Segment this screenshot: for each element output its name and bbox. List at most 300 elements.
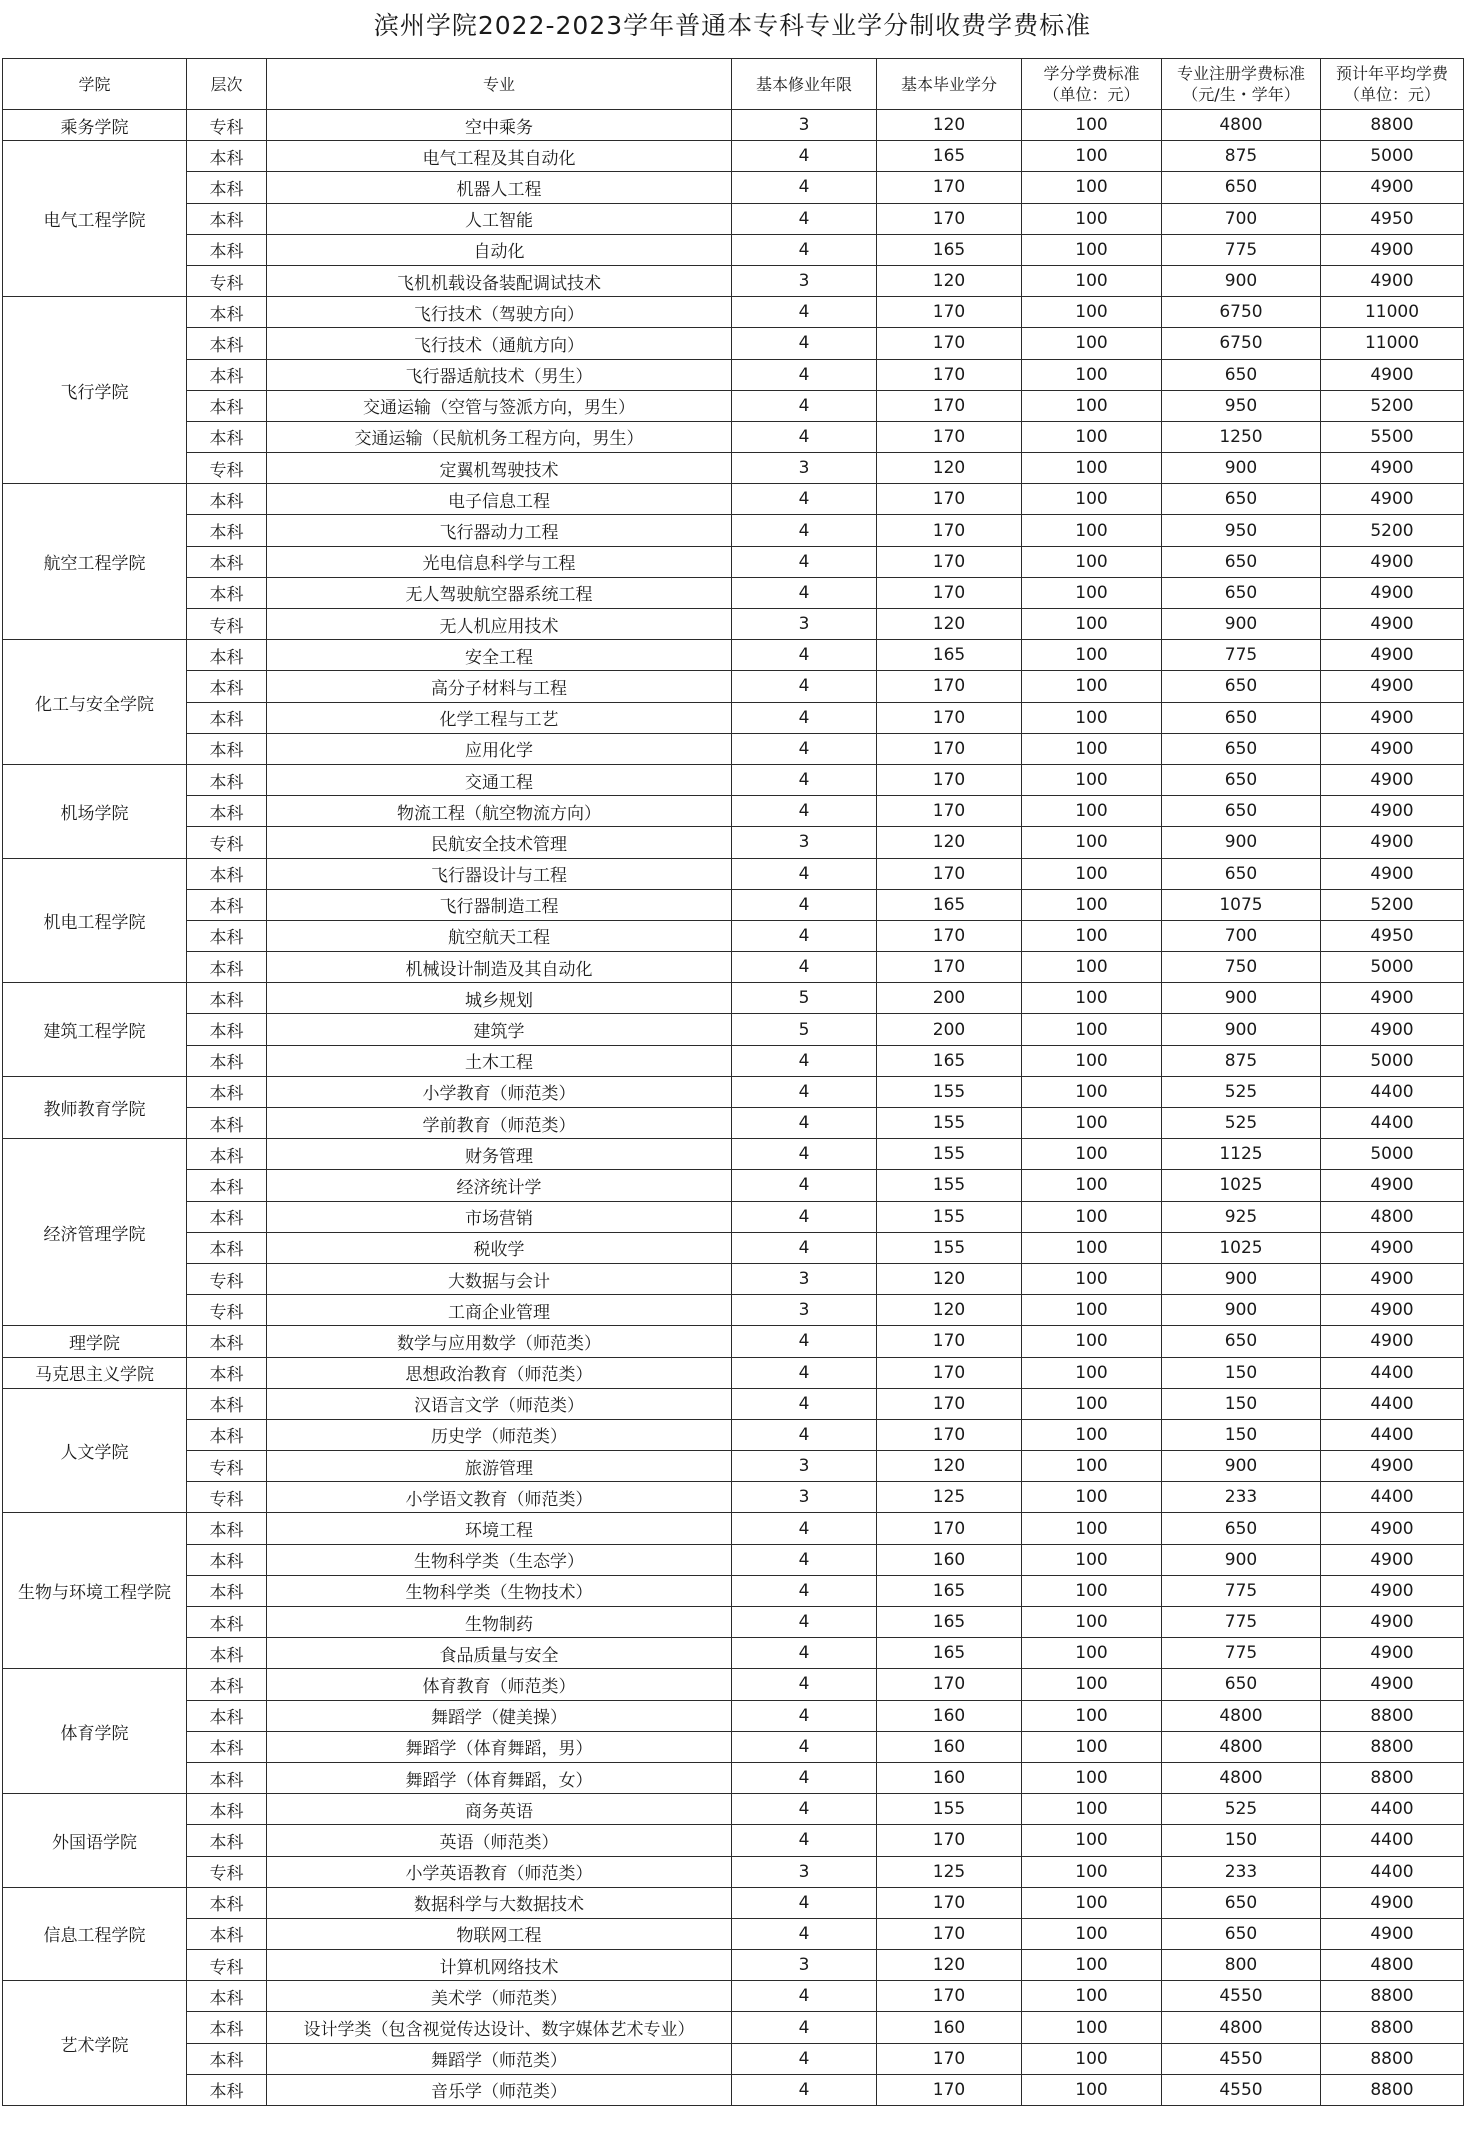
reg-fee-cell: 650 bbox=[1162, 764, 1321, 795]
avg-fee-cell: 4900 bbox=[1321, 484, 1464, 515]
years-cell: 4 bbox=[732, 484, 877, 515]
reg-fee-cell: 650 bbox=[1162, 1669, 1321, 1700]
reg-fee-cell: 525 bbox=[1162, 1076, 1321, 1107]
header-level: 层次 bbox=[187, 59, 267, 110]
avg-fee-cell: 5000 bbox=[1321, 952, 1464, 983]
avg-fee-cell: 5000 bbox=[1321, 1139, 1464, 1170]
table-row bbox=[3, 1108, 1464, 1139]
avg-fee-cell: 5200 bbox=[1321, 889, 1464, 920]
level-cell: 本科 bbox=[187, 702, 267, 733]
reg-fee-cell: 4800 bbox=[1162, 2012, 1321, 2043]
level-cell: 本科 bbox=[187, 796, 267, 827]
avg-fee-cell: 4400 bbox=[1321, 1388, 1464, 1419]
avg-fee-cell: 8800 bbox=[1321, 2043, 1464, 2074]
table-row bbox=[3, 141, 1464, 172]
table-row bbox=[3, 546, 1464, 577]
reg-fee-cell: 4800 bbox=[1162, 1700, 1321, 1731]
avg-fee-cell: 4400 bbox=[1321, 1482, 1464, 1513]
college-cell: 航空工程学院 bbox=[3, 484, 187, 640]
credits-cell: 160 bbox=[877, 1762, 1022, 1793]
reg-fee-cell: 900 bbox=[1162, 609, 1321, 640]
credit-fee-cell: 100 bbox=[1022, 1513, 1162, 1544]
major-cell: 建筑学 bbox=[267, 1014, 732, 1045]
credits-cell: 120 bbox=[877, 609, 1022, 640]
credit-fee-cell: 100 bbox=[1022, 1950, 1162, 1981]
credit-fee-cell: 100 bbox=[1022, 1139, 1162, 1170]
reg-fee-cell: 775 bbox=[1162, 1575, 1321, 1606]
avg-fee-cell: 8800 bbox=[1321, 110, 1464, 141]
level-cell: 本科 bbox=[187, 1731, 267, 1762]
credits-cell: 165 bbox=[877, 234, 1022, 265]
years-cell: 4 bbox=[732, 234, 877, 265]
reg-fee-cell: 525 bbox=[1162, 1108, 1321, 1139]
credit-fee-cell: 100 bbox=[1022, 1045, 1162, 1076]
years-cell: 4 bbox=[732, 1700, 877, 1731]
credit-fee-cell: 100 bbox=[1022, 1263, 1162, 1294]
level-cell: 本科 bbox=[187, 2012, 267, 2043]
table-row bbox=[3, 952, 1464, 983]
level-cell: 本科 bbox=[187, 1357, 267, 1388]
table-row bbox=[3, 1045, 1464, 1076]
major-cell: 学前教育（师范类） bbox=[267, 1108, 732, 1139]
header-credit-fee bbox=[1022, 59, 1162, 110]
years-cell: 4 bbox=[732, 1139, 877, 1170]
credits-cell: 165 bbox=[877, 889, 1022, 920]
credit-fee-cell: 100 bbox=[1022, 858, 1162, 889]
credit-fee-cell: 100 bbox=[1022, 764, 1162, 795]
credit-fee-cell: 100 bbox=[1022, 453, 1162, 484]
level-cell: 本科 bbox=[187, 920, 267, 951]
avg-fee-cell: 4900 bbox=[1321, 1170, 1464, 1201]
level-cell: 本科 bbox=[187, 1700, 267, 1731]
credits-cell: 170 bbox=[877, 1825, 1022, 1856]
years-cell: 4 bbox=[732, 1794, 877, 1825]
credits-cell: 170 bbox=[877, 297, 1022, 328]
credits-cell: 170 bbox=[877, 1887, 1022, 1918]
reg-fee-cell: 4550 bbox=[1162, 1981, 1321, 2012]
years-cell: 3 bbox=[732, 827, 877, 858]
level-cell: 本科 bbox=[187, 1887, 267, 1918]
years-cell: 4 bbox=[732, 1544, 877, 1575]
years-cell: 4 bbox=[732, 1918, 877, 1949]
credit-fee-cell: 100 bbox=[1022, 1108, 1162, 1139]
level-cell: 本科 bbox=[187, 1544, 267, 1575]
credit-fee-cell: 100 bbox=[1022, 1669, 1162, 1700]
major-cell: 舞蹈学（体育舞蹈，男） bbox=[267, 1731, 732, 1762]
college-cell: 经济管理学院 bbox=[3, 1139, 187, 1326]
reg-fee-cell: 650 bbox=[1162, 858, 1321, 889]
level-cell: 本科 bbox=[187, 1045, 267, 1076]
credits-cell: 170 bbox=[877, 577, 1022, 608]
major-cell: 飞行器适航技术（男生） bbox=[267, 359, 732, 390]
level-cell: 本科 bbox=[187, 1575, 267, 1606]
major-cell: 人工智能 bbox=[267, 203, 732, 234]
level-cell: 本科 bbox=[187, 421, 267, 452]
level-cell: 本科 bbox=[187, 2043, 267, 2074]
major-cell: 生物科学类（生物技术） bbox=[267, 1575, 732, 1606]
major-cell: 历史学（师范类） bbox=[267, 1419, 732, 1450]
major-cell: 美术学（师范类） bbox=[267, 1981, 732, 2012]
reg-fee-cell: 650 bbox=[1162, 359, 1321, 390]
major-cell: 机械设计制造及其自动化 bbox=[267, 952, 732, 983]
years-cell: 4 bbox=[732, 1575, 877, 1606]
college-cell: 理学院 bbox=[3, 1326, 187, 1357]
major-cell: 飞机机载设备装配调试技术 bbox=[267, 265, 732, 296]
credit-fee-cell: 100 bbox=[1022, 421, 1162, 452]
credits-cell: 200 bbox=[877, 983, 1022, 1014]
credit-fee-cell: 100 bbox=[1022, 265, 1162, 296]
years-cell: 4 bbox=[732, 1076, 877, 1107]
level-cell: 本科 bbox=[187, 484, 267, 515]
header-college: 学院 bbox=[3, 59, 187, 110]
level-cell: 专科 bbox=[187, 1950, 267, 1981]
avg-fee-cell: 4900 bbox=[1321, 1451, 1464, 1482]
avg-fee-cell: 11000 bbox=[1321, 328, 1464, 359]
major-cell: 设计学类（包含视觉传达设计、数字媒体艺术专业） bbox=[267, 2012, 732, 2043]
credit-fee-cell: 100 bbox=[1022, 1170, 1162, 1201]
reg-fee-cell: 775 bbox=[1162, 640, 1321, 671]
table-row bbox=[3, 110, 1464, 141]
years-cell: 4 bbox=[732, 297, 877, 328]
credits-cell: 170 bbox=[877, 1419, 1022, 1450]
years-cell: 3 bbox=[732, 453, 877, 484]
credits-cell: 160 bbox=[877, 1544, 1022, 1575]
reg-fee-cell: 650 bbox=[1162, 484, 1321, 515]
reg-fee-cell: 775 bbox=[1162, 1607, 1321, 1638]
years-cell: 4 bbox=[732, 1388, 877, 1419]
reg-fee-cell: 875 bbox=[1162, 141, 1321, 172]
level-cell: 本科 bbox=[187, 733, 267, 764]
fee-table bbox=[2, 58, 1464, 2106]
major-cell: 小学语文教育（师范类） bbox=[267, 1482, 732, 1513]
college-cell: 机场学院 bbox=[3, 764, 187, 858]
credits-cell: 170 bbox=[877, 546, 1022, 577]
reg-fee-cell: 650 bbox=[1162, 1887, 1321, 1918]
credit-fee-cell: 100 bbox=[1022, 671, 1162, 702]
major-cell: 舞蹈学（体育舞蹈，女） bbox=[267, 1762, 732, 1793]
credits-cell: 120 bbox=[877, 110, 1022, 141]
avg-fee-cell: 11000 bbox=[1321, 297, 1464, 328]
reg-fee-cell: 775 bbox=[1162, 1638, 1321, 1669]
level-cell: 本科 bbox=[187, 1326, 267, 1357]
credits-cell: 170 bbox=[877, 328, 1022, 359]
avg-fee-cell: 8800 bbox=[1321, 2012, 1464, 2043]
major-cell: 光电信息科学与工程 bbox=[267, 546, 732, 577]
table-row bbox=[3, 2043, 1464, 2074]
level-cell: 专科 bbox=[187, 1295, 267, 1326]
years-cell: 4 bbox=[732, 203, 877, 234]
table-row bbox=[3, 1139, 1464, 1170]
major-cell: 旅游管理 bbox=[267, 1451, 732, 1482]
level-cell: 本科 bbox=[187, 203, 267, 234]
reg-fee-cell: 150 bbox=[1162, 1419, 1321, 1450]
reg-fee-cell: 900 bbox=[1162, 1295, 1321, 1326]
credits-cell: 170 bbox=[877, 484, 1022, 515]
college-cell: 艺术学院 bbox=[3, 1981, 187, 2106]
reg-fee-cell: 6750 bbox=[1162, 297, 1321, 328]
avg-fee-cell: 4900 bbox=[1321, 858, 1464, 889]
major-cell: 交通运输（民航机务工程方向，男生） bbox=[267, 421, 732, 452]
reg-fee-cell: 650 bbox=[1162, 733, 1321, 764]
table-row bbox=[3, 1232, 1464, 1263]
major-cell: 定翼机驾驶技术 bbox=[267, 453, 732, 484]
level-cell: 本科 bbox=[187, 889, 267, 920]
table-row bbox=[3, 1918, 1464, 1949]
major-cell: 思想政治教育（师范类） bbox=[267, 1357, 732, 1388]
table-row bbox=[3, 1794, 1464, 1825]
avg-fee-cell: 4950 bbox=[1321, 203, 1464, 234]
major-cell: 计算机网络技术 bbox=[267, 1950, 732, 1981]
credit-fee-cell: 100 bbox=[1022, 328, 1162, 359]
reg-fee-cell: 800 bbox=[1162, 1950, 1321, 1981]
years-cell: 4 bbox=[732, 858, 877, 889]
credits-cell: 160 bbox=[877, 1700, 1022, 1731]
table-row bbox=[3, 1263, 1464, 1294]
credits-cell: 165 bbox=[877, 141, 1022, 172]
avg-fee-cell: 4900 bbox=[1321, 796, 1464, 827]
level-cell: 本科 bbox=[187, 1201, 267, 1232]
credits-cell: 120 bbox=[877, 1295, 1022, 1326]
avg-fee-cell: 4950 bbox=[1321, 920, 1464, 951]
college-cell: 生物与环境工程学院 bbox=[3, 1513, 187, 1669]
major-cell: 生物科学类（生态学） bbox=[267, 1544, 732, 1575]
header-reg-fee-line2: （元/生・学年） bbox=[1182, 85, 1300, 104]
credits-cell: 170 bbox=[877, 702, 1022, 733]
avg-fee-cell: 4900 bbox=[1321, 1513, 1464, 1544]
major-cell: 机器人工程 bbox=[267, 172, 732, 203]
table-row bbox=[3, 1575, 1464, 1606]
reg-fee-cell: 650 bbox=[1162, 702, 1321, 733]
major-cell: 商务英语 bbox=[267, 1794, 732, 1825]
level-cell: 本科 bbox=[187, 1170, 267, 1201]
credits-cell: 170 bbox=[877, 421, 1022, 452]
table-row bbox=[3, 796, 1464, 827]
years-cell: 3 bbox=[732, 265, 877, 296]
college-cell: 化工与安全学院 bbox=[3, 640, 187, 765]
credit-fee-cell: 100 bbox=[1022, 2043, 1162, 2074]
credits-cell: 170 bbox=[877, 2043, 1022, 2074]
college-cell: 机电工程学院 bbox=[3, 858, 187, 983]
major-cell: 英语（师范类） bbox=[267, 1825, 732, 1856]
avg-fee-cell: 4900 bbox=[1321, 733, 1464, 764]
table-row bbox=[3, 1981, 1464, 2012]
major-cell: 环境工程 bbox=[267, 1513, 732, 1544]
reg-fee-cell: 750 bbox=[1162, 952, 1321, 983]
college-cell: 建筑工程学院 bbox=[3, 983, 187, 1077]
credit-fee-cell: 100 bbox=[1022, 1482, 1162, 1513]
avg-fee-cell: 4900 bbox=[1321, 453, 1464, 484]
major-cell: 飞行器设计与工程 bbox=[267, 858, 732, 889]
avg-fee-cell: 4900 bbox=[1321, 827, 1464, 858]
level-cell: 本科 bbox=[187, 2074, 267, 2105]
years-cell: 4 bbox=[732, 1513, 877, 1544]
avg-fee-cell: 4900 bbox=[1321, 577, 1464, 608]
avg-fee-cell: 4900 bbox=[1321, 1575, 1464, 1606]
years-cell: 4 bbox=[732, 733, 877, 764]
avg-fee-cell: 4900 bbox=[1321, 1669, 1464, 1700]
credit-fee-cell: 100 bbox=[1022, 1981, 1162, 2012]
years-cell: 4 bbox=[732, 1108, 877, 1139]
avg-fee-cell: 4900 bbox=[1321, 1326, 1464, 1357]
credits-cell: 170 bbox=[877, 515, 1022, 546]
avg-fee-cell: 4900 bbox=[1321, 234, 1464, 265]
college-cell: 人文学院 bbox=[3, 1388, 187, 1513]
major-cell: 汉语言文学（师范类） bbox=[267, 1388, 732, 1419]
reg-fee-cell: 150 bbox=[1162, 1388, 1321, 1419]
level-cell: 本科 bbox=[187, 390, 267, 421]
avg-fee-cell: 4900 bbox=[1321, 172, 1464, 203]
years-cell: 5 bbox=[732, 983, 877, 1014]
years-cell: 5 bbox=[732, 1014, 877, 1045]
avg-fee-cell: 4900 bbox=[1321, 609, 1464, 640]
years-cell: 4 bbox=[732, 546, 877, 577]
avg-fee-cell: 4900 bbox=[1321, 983, 1464, 1014]
credit-fee-cell: 100 bbox=[1022, 110, 1162, 141]
major-cell: 土木工程 bbox=[267, 1045, 732, 1076]
avg-fee-cell: 8800 bbox=[1321, 2074, 1464, 2105]
avg-fee-cell: 4900 bbox=[1321, 546, 1464, 577]
years-cell: 4 bbox=[732, 2043, 877, 2074]
reg-fee-cell: 4550 bbox=[1162, 2043, 1321, 2074]
reg-fee-cell: 900 bbox=[1162, 1451, 1321, 1482]
avg-fee-cell: 4900 bbox=[1321, 265, 1464, 296]
credits-cell: 155 bbox=[877, 1108, 1022, 1139]
avg-fee-cell: 4900 bbox=[1321, 702, 1464, 733]
college-cell: 马克思主义学院 bbox=[3, 1357, 187, 1388]
major-cell: 应用化学 bbox=[267, 733, 732, 764]
credits-cell: 120 bbox=[877, 827, 1022, 858]
table-row bbox=[3, 1513, 1464, 1544]
table-row bbox=[3, 1669, 1464, 1700]
level-cell: 本科 bbox=[187, 328, 267, 359]
college-cell: 教师教育学院 bbox=[3, 1076, 187, 1138]
credit-fee-cell: 100 bbox=[1022, 515, 1162, 546]
credit-fee-cell: 100 bbox=[1022, 889, 1162, 920]
credits-cell: 170 bbox=[877, 1388, 1022, 1419]
years-cell: 4 bbox=[732, 1419, 877, 1450]
major-cell: 电子信息工程 bbox=[267, 484, 732, 515]
header-years: 基本修业年限 bbox=[732, 59, 877, 110]
avg-fee-cell: 4400 bbox=[1321, 1357, 1464, 1388]
table-row bbox=[3, 203, 1464, 234]
avg-fee-cell: 4900 bbox=[1321, 640, 1464, 671]
years-cell: 3 bbox=[732, 1856, 877, 1887]
level-cell: 本科 bbox=[187, 546, 267, 577]
years-cell: 4 bbox=[732, 1669, 877, 1700]
avg-fee-cell: 4900 bbox=[1321, 1295, 1464, 1326]
avg-fee-cell: 4900 bbox=[1321, 1638, 1464, 1669]
table-row bbox=[3, 920, 1464, 951]
years-cell: 4 bbox=[732, 889, 877, 920]
reg-fee-cell: 900 bbox=[1162, 983, 1321, 1014]
major-cell: 税收学 bbox=[267, 1232, 732, 1263]
major-cell: 数学与应用数学（师范类） bbox=[267, 1326, 732, 1357]
table-row bbox=[3, 328, 1464, 359]
reg-fee-cell: 233 bbox=[1162, 1856, 1321, 1887]
level-cell: 本科 bbox=[187, 1139, 267, 1170]
major-cell: 无人机应用技术 bbox=[267, 609, 732, 640]
table-row bbox=[3, 1014, 1464, 1045]
header-credit-fee-line1: 学分学费标准 bbox=[1043, 64, 1140, 83]
reg-fee-cell: 650 bbox=[1162, 1326, 1321, 1357]
table-row bbox=[3, 297, 1464, 328]
table-row bbox=[3, 172, 1464, 203]
table-row bbox=[3, 1700, 1464, 1731]
credits-cell: 155 bbox=[877, 1794, 1022, 1825]
major-cell: 飞行器动力工程 bbox=[267, 515, 732, 546]
years-cell: 4 bbox=[732, 1170, 877, 1201]
major-cell: 物联网工程 bbox=[267, 1918, 732, 1949]
major-cell: 工商企业管理 bbox=[267, 1295, 732, 1326]
credits-cell: 165 bbox=[877, 1575, 1022, 1606]
major-cell: 自动化 bbox=[267, 234, 732, 265]
credits-cell: 170 bbox=[877, 671, 1022, 702]
credits-cell: 170 bbox=[877, 1326, 1022, 1357]
table-row bbox=[3, 764, 1464, 795]
years-cell: 3 bbox=[732, 609, 877, 640]
years-cell: 4 bbox=[732, 1981, 877, 2012]
header-credit-fee-line2: （单位：元） bbox=[1043, 85, 1140, 104]
reg-fee-cell: 875 bbox=[1162, 1045, 1321, 1076]
credits-cell: 165 bbox=[877, 1045, 1022, 1076]
major-cell: 飞行器制造工程 bbox=[267, 889, 732, 920]
credits-cell: 170 bbox=[877, 1513, 1022, 1544]
credit-fee-cell: 100 bbox=[1022, 1326, 1162, 1357]
level-cell: 专科 bbox=[187, 609, 267, 640]
table-row bbox=[3, 1201, 1464, 1232]
table-row bbox=[3, 983, 1464, 1014]
table-row bbox=[3, 733, 1464, 764]
table-row bbox=[3, 1295, 1464, 1326]
credit-fee-cell: 100 bbox=[1022, 1887, 1162, 1918]
credits-cell: 170 bbox=[877, 1981, 1022, 2012]
table-row bbox=[3, 484, 1464, 515]
level-cell: 本科 bbox=[187, 1108, 267, 1139]
major-cell: 音乐学（师范类） bbox=[267, 2074, 732, 2105]
credit-fee-cell: 100 bbox=[1022, 577, 1162, 608]
credits-cell: 120 bbox=[877, 265, 1022, 296]
level-cell: 专科 bbox=[187, 1856, 267, 1887]
credit-fee-cell: 100 bbox=[1022, 827, 1162, 858]
years-cell: 4 bbox=[732, 390, 877, 421]
years-cell: 3 bbox=[732, 1263, 877, 1294]
credits-cell: 170 bbox=[877, 2074, 1022, 2105]
level-cell: 专科 bbox=[187, 1263, 267, 1294]
credits-cell: 120 bbox=[877, 1263, 1022, 1294]
header-reg-fee-line1: 专业注册学费标准 bbox=[1176, 64, 1305, 83]
avg-fee-cell: 8800 bbox=[1321, 1981, 1464, 2012]
years-cell: 4 bbox=[732, 796, 877, 827]
major-cell: 飞行技术（通航方向） bbox=[267, 328, 732, 359]
reg-fee-cell: 6750 bbox=[1162, 328, 1321, 359]
avg-fee-cell: 8800 bbox=[1321, 1700, 1464, 1731]
years-cell: 3 bbox=[732, 1482, 877, 1513]
reg-fee-cell: 4800 bbox=[1162, 110, 1321, 141]
level-cell: 本科 bbox=[187, 983, 267, 1014]
credits-cell: 120 bbox=[877, 1950, 1022, 1981]
years-cell: 4 bbox=[732, 1357, 877, 1388]
avg-fee-cell: 8800 bbox=[1321, 1731, 1464, 1762]
header-avg-fee bbox=[1321, 59, 1464, 110]
years-cell: 4 bbox=[732, 515, 877, 546]
credits-cell: 170 bbox=[877, 172, 1022, 203]
credit-fee-cell: 100 bbox=[1022, 1014, 1162, 1045]
credit-fee-cell: 100 bbox=[1022, 1825, 1162, 1856]
college-cell: 体育学院 bbox=[3, 1669, 187, 1794]
credit-fee-cell: 100 bbox=[1022, 1700, 1162, 1731]
reg-fee-cell: 950 bbox=[1162, 515, 1321, 546]
avg-fee-cell: 4800 bbox=[1321, 1950, 1464, 1981]
